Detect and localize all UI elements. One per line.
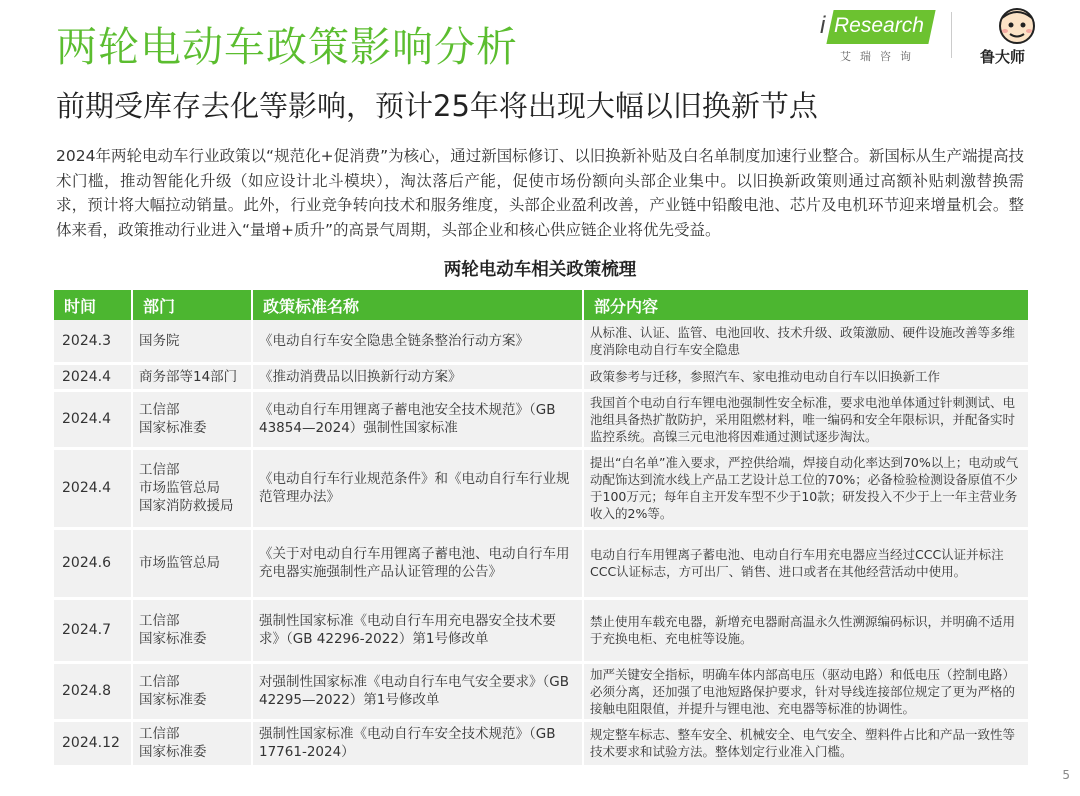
cell-content: 加严关键安全指标，明确车体内部高电压（驱动电路）和低电压（控制电路）必须分离，还加强了电池短路保护要求，针对导线连接部位规定了更为严格的接触电阻限值，并提升与锂电池、充电器等标准的协调性。 (583, 662, 1029, 720)
cell-content: 我国首个电动自行车锂电池强制性安全标准，要求电池单体通过针刺测试、电池组具备热扩散防护，采用阻燃材料，唯一编码和安全年限标识，并配备实时监控系统。高镍三元电池将因难通过测试逐步淘汰。 (583, 390, 1029, 448)
dept-line: 国家消防救援局 (139, 498, 234, 514)
cell-content: 禁止使用车载充电器，新增充电器耐高温永久性溯源编码标识，并明确不适用于充换电柜、充电桩等设施。 (583, 598, 1029, 662)
cell-policy-name: 《关于对电动自行车用锂离子蓄电池、电动自行车用充电器实施强制性产品认证管理的公告》 (252, 528, 583, 598)
header-time: 时间 (54, 290, 132, 320)
logo-divider (951, 12, 952, 58)
cell-dept (132, 320, 252, 363)
dept-line: 国务院 (139, 332, 180, 349)
table-row (54, 363, 1029, 390)
table-row (54, 320, 1029, 363)
cell-policy-name: 《电动自行车用锂离子蓄电池安全技术规范》（GB 43854—2024）强制性国家标准 (252, 390, 583, 448)
cell-time: 2024.3 (54, 320, 132, 363)
cell-content: 从标准、认证、监管、电池回收、技术升级、政策激励、硬件设施改善等多维度消除电动自行车安全隐患 (583, 320, 1029, 363)
header-content: 部分内容 (583, 290, 1029, 320)
dept-line: 工信部 (139, 402, 180, 418)
cell-policy-name: 对强制性国家标准《电动自行车电气安全要求》（GB 42295—2022）第1号修改单 (252, 662, 583, 720)
table-row (54, 662, 1029, 720)
page-number: 5 (1062, 768, 1070, 782)
header-policy-name: 政策标准名称 (252, 290, 583, 320)
iresearch-logo-word: Research (834, 14, 924, 37)
cell-dept (132, 720, 252, 766)
cell-time: 2024.6 (54, 528, 132, 598)
dept-line: 工信部 (139, 613, 180, 629)
table-row (54, 448, 1029, 528)
table-header-row (54, 290, 1029, 320)
cell-policy-name: 《电动自行车安全隐患全链条整治行动方案》 (252, 320, 583, 363)
ludashi-logo (972, 4, 1062, 66)
page-subtitle: 前期受库存去化等影响，预计25年将出现大幅以旧换新节点 (56, 89, 818, 123)
cell-time: 2024.4 (54, 390, 132, 448)
cell-policy-name: 《电动自行车行业规范条件》和《电动自行车行业规范管理办法》 (252, 448, 583, 528)
cell-policy-name: 强制性国家标准《电动自行车安全技术规范》（GB 17761-2024） (252, 720, 583, 766)
header-dept: 部门 (132, 290, 252, 320)
table-row (54, 390, 1029, 448)
cell-dept (132, 662, 252, 720)
cell-dept (132, 390, 252, 448)
dept-line: 工信部 (139, 726, 180, 742)
cell-content: 规定整车标志、整车安全、机械安全、电气安全、塑料件占比和产品一致性等技术要求和试验方法。整体划定行业准入门槛。 (583, 720, 1029, 766)
dept-line: 市场监管总局 (139, 555, 220, 571)
dept-line: 工信部 (139, 462, 180, 478)
ludashi-logo-text: 鲁大师 (980, 48, 1026, 66)
cell-content: 电动自行车用锂离子蓄电池、电动自行车用充电器应当经过CCC认证并标注CCC认证标志，方可出厂、销售、进口或者在其他经营活动中使用。 (583, 528, 1029, 598)
iresearch-logo (820, 8, 932, 64)
table-row (54, 528, 1029, 598)
cell-policy-name: 强制性国家标准《电动自行车用充电器安全技术要求》（GB 42296-2022）第1号修改单 (252, 598, 583, 662)
iresearch-logo-i: i (820, 12, 826, 39)
cell-content: 政策参考与迁移，参照汽车、家电推动电动自行车以旧换新工作 (583, 363, 1029, 390)
dept-line: 市场监管总局 (139, 480, 220, 496)
dept-line: 国家标准委 (139, 692, 207, 708)
dept-line: 国家标准委 (139, 420, 207, 436)
dept-line: 国家标准委 (139, 631, 207, 647)
intro-paragraph: 2024年两轮电动车行业政策以“规范化+促消费”为核心，通过新国标修订、以旧换新补贴及白名单制度加速行业整合。新国标从生产端提高技术门槛，推动智能化升级（如应设计北斗模块），淘汰落后产能，促使市场份额向头部企业集中。以旧换新政策则通过高额补贴刺激替换需求，预计将大幅拉动销量。此外，行业竞争转向技术和服务维度，头部企业盈利改善，产业链中铅酸电池、芯片及电机环节迎来增量机会。整体来看，政策推动行业进入“量增+质升”的高景气周期，头部企业和核心供应链企业将优先受益。 (56, 147, 1024, 239)
cell-content: 提出“白名单”准入要求，严控供给端，焊接自动化率达到70%以上；电动或气动配饰达到流水线上产品工艺设计总工位的70%；必备检验检测设备原值不少于100万元；每年自主开发车型不少于10款；研发投入不少于上一年主营业务收入的2%等。 (583, 448, 1029, 528)
iresearch-logo-cn: 艾瑞咨询 (840, 50, 920, 63)
cell-time: 2024.4 (54, 363, 132, 390)
policy-table (54, 290, 1030, 768)
cell-dept (132, 598, 252, 662)
cell-dept (132, 363, 252, 390)
dept-line: 工信部 (139, 674, 180, 690)
cell-time: 2024.12 (54, 720, 132, 766)
dept-line: 国家标准委 (139, 744, 207, 760)
cell-time: 2024.7 (54, 598, 132, 662)
dept-line: 商务部等14部门 (139, 368, 238, 385)
page-title: 两轮电动车政策影响分析 (56, 23, 518, 71)
table-row (54, 598, 1029, 662)
cell-policy-name: 《推动消费品以旧换新行动方案》 (252, 363, 583, 390)
table-row (54, 720, 1029, 766)
cell-dept (132, 448, 252, 528)
cell-time: 2024.8 (54, 662, 132, 720)
cell-dept (132, 528, 252, 598)
ludashi-face-icon (972, 4, 1062, 46)
cell-time: 2024.4 (54, 448, 132, 528)
table-title: 两轮电动车相关政策梳理 (443, 260, 637, 280)
